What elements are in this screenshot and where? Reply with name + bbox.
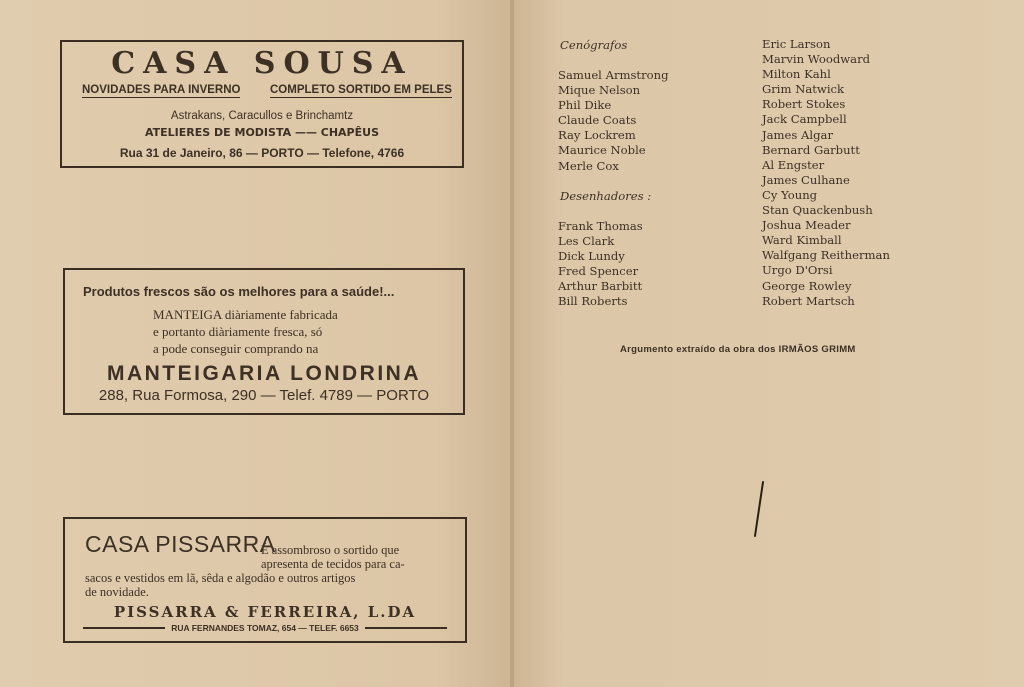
casa-pissarra-text-full <box>85 571 455 599</box>
desenhadores-list <box>558 219 643 310</box>
credit-name: Ward Kimball <box>762 233 842 248</box>
casa-pissarra-text-line: É assombroso o sortido que <box>261 543 400 557</box>
credit-name: James Culhane <box>762 172 850 187</box>
credit-name: Phil Dike <box>558 98 612 113</box>
casa-sousa-title: CASA SOUSA <box>111 46 413 81</box>
argument-credit: Argumento extraído da obra dos IRMÃOS GRIMM <box>620 344 856 355</box>
casa-pissarra-text-line: de novidade. <box>85 585 149 599</box>
credit-name: Walfgang Reitherman <box>762 248 890 263</box>
credit-name: Arthur Barbitt <box>558 279 643 294</box>
credit-name: Eric Larson <box>762 37 831 51</box>
credit-name: George Rowley <box>762 278 852 293</box>
casa-pissarra-address: RUA FERNANDES TOMAZ, 654 — TELEF. 6653 <box>171 623 359 633</box>
credit-name: Joshua Meader <box>762 218 851 233</box>
credit-name: Claude Coats <box>558 113 637 128</box>
credit-name: Cy Young <box>762 187 818 202</box>
credit-name: Samuel Armstrong <box>558 68 669 82</box>
credit-name: James Algar <box>762 127 834 142</box>
credit-name: Les Clark <box>558 234 615 249</box>
credit-name: Bernard Garbutt <box>762 142 860 157</box>
casa-sousa-address: Rua 31 de Janeiro, 86 — PORTO — Telefone, 4766 <box>119 146 405 160</box>
credit-name: Frank Thomas <box>558 219 643 233</box>
animators-list <box>762 37 890 309</box>
credit-name: Grim Natwick <box>762 82 845 97</box>
casa-sousa-ad <box>60 40 464 168</box>
credit-name: Urgo D'Orsi <box>762 263 833 278</box>
manteigaria-body <box>153 306 338 357</box>
manteigaria-name: MANTEIGARIA LONDRINA <box>106 362 422 385</box>
divider <box>365 627 447 629</box>
credit-name: Mique Nelson <box>558 83 641 98</box>
casa-pissarra-text-line: apresenta de tecidos para ca- <box>261 557 405 571</box>
desenhadores-heading: Desenhadores : <box>560 189 652 203</box>
manteigaria-address: 288, Rua Formosa, 290 — Telef. 4789 — PORTO <box>98 387 430 404</box>
credit-name: Stan Quackenbush <box>762 203 873 218</box>
casa-sousa-subtitle-left: NOVIDADES PARA INVERNO <box>82 84 241 96</box>
divider <box>83 627 165 629</box>
casa-pissarra-firm: PISSARRA & FERREIRA, L.DA <box>113 603 417 621</box>
manteigaria-body-line: MANTEIGA diàriamente fabricada <box>153 307 338 322</box>
credit-name: Dick Lundy <box>558 249 625 264</box>
credit-name: Al Engster <box>762 157 825 172</box>
casa-sousa-services: ATELIERES DE MODISTA —— CHAPÊUS <box>145 126 379 139</box>
casa-pissarra-name: CASA PISSARRA <box>85 531 276 557</box>
casa-pissarra-ad <box>63 517 467 643</box>
manteigaria-ad <box>63 268 465 415</box>
cenografos-list <box>558 68 669 174</box>
casa-sousa-subtitle-right: COMPLETO SORTIDO EM PELES <box>270 84 452 96</box>
manteigaria-body-line: a pode conseguir comprando na <box>153 341 319 356</box>
credit-name: Fred Spencer <box>558 264 639 279</box>
casa-pissarra-text-line: sacos e vestidos em lã, sêda e algodão e outros artigos <box>85 571 356 585</box>
credit-name: Maurice Noble <box>558 143 646 158</box>
manteigaria-body-line: e portanto diàriamente fresca, só <box>153 324 323 339</box>
credit-name: Bill Roberts <box>558 294 628 309</box>
credit-name: Merle Cox <box>558 158 619 173</box>
credit-name: Robert Stokes <box>762 97 846 112</box>
pen-mark <box>752 480 766 540</box>
credit-name: Jack Campbell <box>762 112 847 127</box>
casa-pissarra-address-line <box>83 623 447 633</box>
casa-pissarra-text-right <box>261 543 453 571</box>
cenografos-heading: Cenógrafos <box>560 38 628 52</box>
credit-name: Ray Lockrem <box>558 128 636 143</box>
manteigaria-headline: Produtos frescos são os melhores para a saúde!... <box>83 284 395 299</box>
credit-name: Robert Martsch <box>762 293 855 308</box>
credit-name: Marvin Woodward <box>762 52 871 67</box>
casa-sousa-products: Astrakans, Caracullos e Brinchamtz <box>170 110 354 122</box>
credit-name: Milton Kahl <box>762 67 831 82</box>
